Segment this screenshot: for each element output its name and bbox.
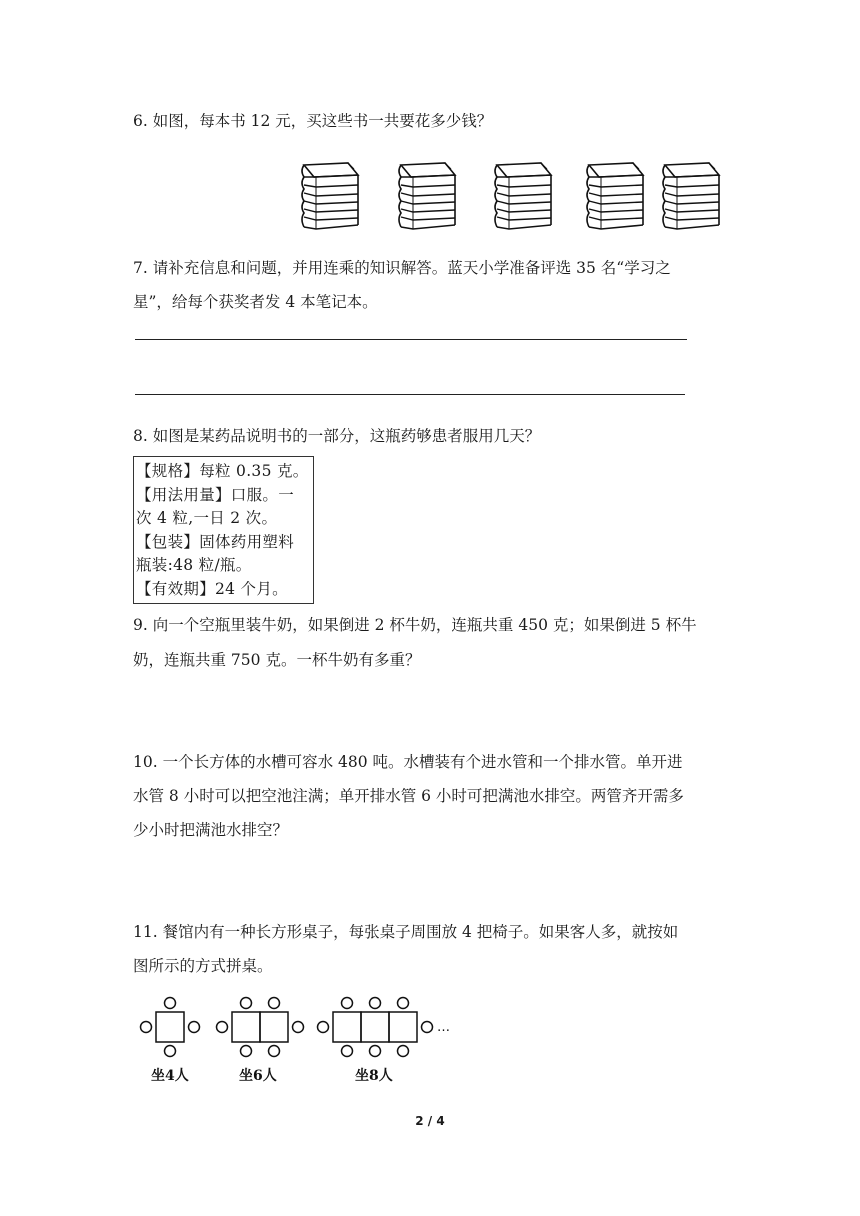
medicine-label-line: 【包装】固体药用塑料 [136,532,295,551]
book-stack-1 [302,163,358,229]
caption-seat-6: 坐6人 [239,1068,277,1084]
medicine-label-line: 【有效期】24 个月。 [136,579,288,598]
answer-line-1[interactable] [135,339,687,340]
answer-line-2[interactable] [135,394,685,395]
page-number: 2 / 4 [415,1114,445,1128]
question-10-text-line3: 少小时把满池水排空？ [133,821,289,839]
question-10-text-line1: 10. 一个长方体的水槽可容水 480 吨。水槽装有个进水管和一个排水管。单开进 [133,753,683,771]
table-arrangement-figure [135,992,475,1087]
three-tables-group [318,998,433,1057]
book-stacks-figure [295,157,725,237]
question-8-text: 8. 如图是某药品说明书的一部分，这瓶药够患者服用几天？ [133,427,541,445]
book-stack-2 [399,163,455,229]
book-stack-3 [495,163,551,229]
medicine-label-line: 【用法用量】口服。一 [136,485,295,504]
caption-seat-4: 坐4人 [151,1068,189,1084]
question-6-text: 6. 如图，每本书 12 元，买这些书一共要花多少钱？ [133,112,493,130]
question-11-text-line2: 图所示的方式拼桌。 [133,957,273,975]
ellipsis-text: … [437,1020,450,1035]
medicine-label-line: 【规格】每粒 0.35 克。 [136,462,309,480]
question-9-text-line2: 奶，连瓶共重 750 克。一杯牛奶有多重？ [133,651,421,669]
medicine-label-line: 瓶装:48 粒/瓶。 [136,556,252,574]
single-table-group [141,998,200,1057]
medicine-label-box [133,456,314,604]
question-7-text-line2: 星”，给每个获奖者发 4 本笔记本。 [133,293,378,311]
medicine-label-line: 次 4 粒,一日 2 次。 [136,509,278,527]
book-stack-4 [587,163,643,229]
question-11-text-line1: 11. 餐馆内有一种长方形桌子，每张桌子周围放 4 把椅子。如果客人多，就按如 [133,923,679,941]
two-tables-group [217,998,304,1057]
question-9-text-line1: 9. 向一个空瓶里装牛奶，如果倒进 2 杯牛奶，连瓶共重 450 克；如果倒进 5 杯牛 [133,616,697,634]
question-7-text-line1: 7. 请补充信息和问题，并用连乘的知识解答。蓝天小学准备评选 35 名“学习之 [133,259,671,277]
question-10-text-line2: 水管 8 小时可以把空池注满；单开排水管 6 小时可把满池水排空。两管齐开需多 [133,787,684,805]
book-stack-5 [663,163,719,229]
caption-seat-8: 坐8人 [355,1068,393,1084]
